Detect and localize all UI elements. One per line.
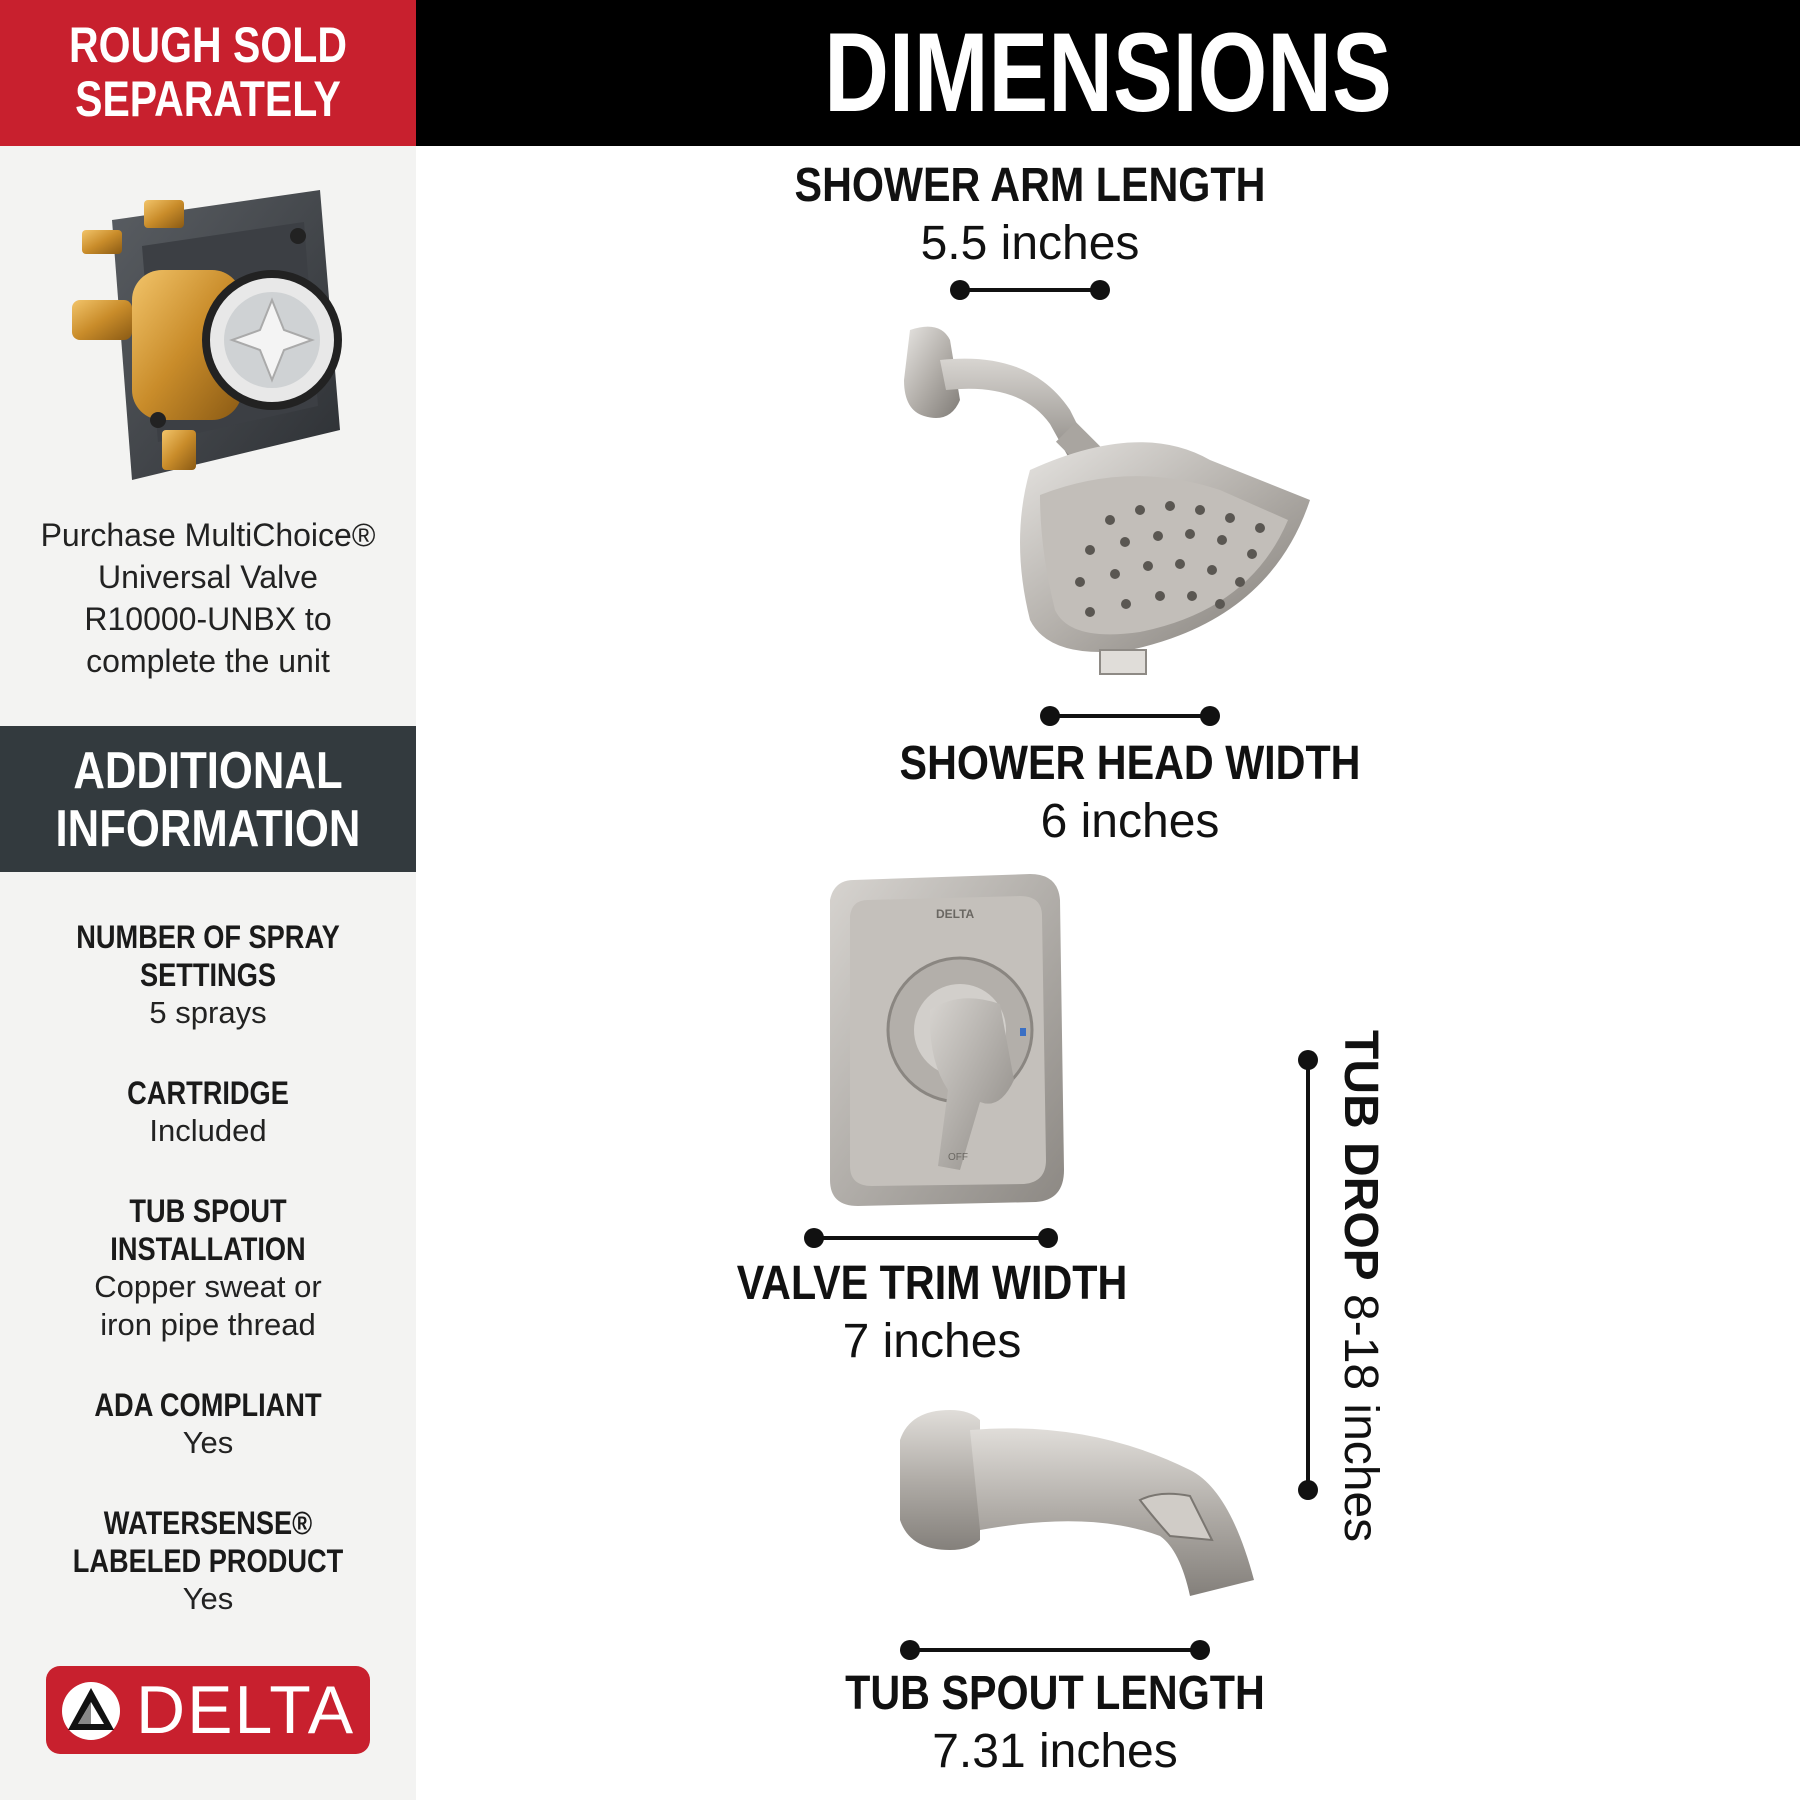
delta-logo-text: DELTA [136, 1672, 356, 1748]
valve-trim-dimension [632, 1256, 1232, 1372]
tub-spout-image [890, 1400, 1270, 1620]
tub-spout-value: 7.31 inches [932, 1725, 1178, 1778]
shower-head-value: 6 inches [1040, 795, 1220, 848]
spec-label: SETTINGS [139, 957, 276, 993]
tub-spout-rule [910, 1648, 1200, 1652]
spec-ada-compliant [0, 1386, 416, 1462]
valve-trim-rule [814, 1236, 1048, 1240]
shower-head-dimension [830, 736, 1430, 852]
spec-watersense [0, 1504, 416, 1618]
additional-banner-line1: ADDITIONAL [73, 742, 343, 800]
spec-label: TUB SPOUT [129, 1193, 287, 1229]
spec-label: LABELED PRODUCT [72, 1543, 344, 1579]
valve-trim-label: VALVE TRIM WIDTH [736, 1257, 1128, 1310]
spec-value: Included [149, 1113, 267, 1148]
valve-trim-value: 7 inches [842, 1315, 1022, 1368]
spec-label: CARTRIDGE [127, 1075, 289, 1111]
rough-banner-line2: SEPARATELY [75, 71, 341, 127]
spec-label: WATERSENSE® [103, 1505, 313, 1541]
tub-spout-dimension [755, 1666, 1355, 1782]
delta-logo [46, 1666, 370, 1754]
tub-drop-value: 8-18 inches [1334, 1294, 1387, 1543]
shower-head-rule [1050, 714, 1210, 718]
tub-drop-label: TUB DROP [1334, 1030, 1387, 1281]
shower-arm-value: 5.5 inches [920, 217, 1140, 270]
spec-cartridge [0, 1074, 416, 1150]
spec-value: iron pipe thread [100, 1307, 316, 1342]
dimensions-banner [416, 0, 1800, 146]
spec-value: Yes [182, 1581, 234, 1616]
spec-value: Copper sweat or [94, 1269, 322, 1304]
spec-value: Yes [182, 1425, 234, 1460]
spec-tub-spout-installation [0, 1192, 416, 1344]
spec-label: NUMBER OF SPRAY [76, 919, 340, 955]
rough-sold-separately-banner [0, 0, 416, 146]
spec-label: ADA COMPLIANT [94, 1387, 322, 1423]
valve-trim-image [810, 870, 1080, 1210]
additional-information-banner [0, 726, 416, 872]
purchase-line3: R10000-UNBX to [84, 601, 332, 637]
purchase-line2: Universal Valve [98, 559, 318, 595]
shower-arm-rule [960, 288, 1100, 292]
shower-head-image [890, 320, 1330, 690]
shower-arm-label: SHOWER ARM LENGTH [794, 159, 1266, 212]
spec-value: 5 sprays [149, 995, 267, 1030]
trim-off-text: OFF [948, 1152, 968, 1163]
purchase-line1: Purchase MultiChoice® [40, 517, 376, 553]
purchase-note [0, 514, 416, 682]
additional-banner-line2: INFORMATION [55, 800, 361, 858]
purchase-line4: complete the unit [86, 643, 330, 679]
tub-spout-label: TUB SPOUT LENGTH [845, 1667, 1265, 1720]
dimensions-title: DIMENSIONS [824, 10, 1392, 135]
sidebar [0, 0, 416, 1800]
shower-arm-dimension [730, 158, 1330, 274]
spec-label: INSTALLATION [110, 1231, 306, 1267]
shower-head-label: SHOWER HEAD WIDTH [899, 737, 1361, 790]
trim-brand-text: DELTA [936, 907, 975, 921]
universal-valve-image [72, 180, 352, 490]
tub-drop-dimension [1330, 1030, 1390, 1543]
tub-drop-rule [1306, 1060, 1310, 1490]
delta-triangle-icon [60, 1680, 122, 1742]
rough-banner-line1: ROUGH SOLD [69, 17, 347, 73]
spec-spray-settings [0, 918, 416, 1032]
